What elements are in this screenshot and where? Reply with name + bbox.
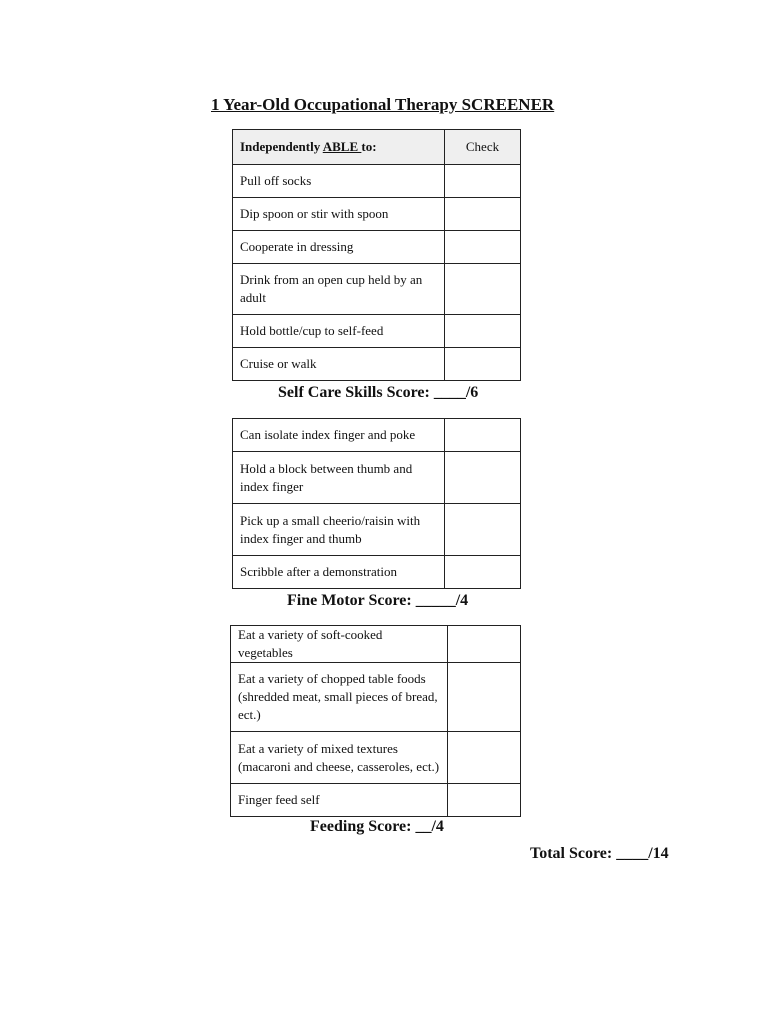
header-prefix: Independently [240, 139, 323, 154]
page-title: 1 Year-Old Occupational Therapy SCREENER [211, 95, 555, 114]
self-care-item: Dip spoon or stir with spoon [233, 198, 445, 231]
table-row [233, 231, 521, 264]
table-row [233, 504, 521, 556]
check-cell[interactable] [445, 419, 521, 452]
header-suffix: to: [361, 139, 377, 154]
table-row [233, 165, 521, 198]
table-row [231, 732, 521, 784]
header-able: ABLE [322, 139, 362, 154]
self-care-item-header [233, 130, 445, 165]
check-cell[interactable] [448, 732, 521, 784]
table-row [231, 784, 521, 817]
table-row [233, 264, 521, 315]
check-cell[interactable] [448, 784, 521, 817]
total-score: Total Score: ____/14 [530, 845, 669, 862]
check-cell[interactable] [445, 231, 521, 264]
table-row [233, 198, 521, 231]
check-cell[interactable] [445, 556, 521, 589]
feeding-score: Feeding Score: __/4 [310, 818, 444, 835]
check-column-header: Check [445, 130, 521, 165]
table-row [231, 663, 521, 732]
fine-motor-item: Hold a block between thumb and index finger [233, 452, 445, 504]
check-cell[interactable] [445, 165, 521, 198]
self-care-item: Pull off socks [233, 165, 445, 198]
self-care-item: Cooperate in dressing [233, 231, 445, 264]
table-row [233, 348, 521, 381]
check-cell[interactable] [448, 663, 521, 732]
self-care-item: Cruise or walk [233, 348, 445, 381]
fine-motor-item: Can isolate index finger and poke [233, 419, 445, 452]
table-row [233, 419, 521, 452]
check-cell[interactable] [445, 264, 521, 315]
feeding-item: Eat a variety of mixed textures (macaroni and cheese, casseroles, ect.) [231, 732, 448, 784]
check-cell[interactable] [448, 626, 521, 663]
feeding-item: Eat a variety of soft-cooked vegetables [231, 626, 448, 663]
fine-motor-item: Scribble after a demonstration [233, 556, 445, 589]
feeding-table [230, 625, 521, 817]
self-care-item: Drink from an open cup held by an adult [233, 264, 445, 315]
check-cell[interactable] [445, 452, 521, 504]
table-row [233, 556, 521, 589]
self-care-header-row [233, 130, 521, 165]
check-cell[interactable] [445, 198, 521, 231]
self-care-table [232, 129, 521, 381]
check-cell[interactable] [445, 348, 521, 381]
self-care-item: Hold bottle/cup to self-feed [233, 315, 445, 348]
fine-motor-item: Pick up a small cheerio/raisin with index finger and thumb [233, 504, 445, 556]
check-cell[interactable] [445, 315, 521, 348]
fine-motor-table [232, 418, 521, 589]
feeding-item: Finger feed self [231, 784, 448, 817]
fine-motor-score: Fine Motor Score: _____/4 [287, 592, 469, 609]
self-care-score: Self Care Skills Score: ____/6 [278, 384, 479, 401]
table-row [233, 452, 521, 504]
check-cell[interactable] [445, 504, 521, 556]
table-row [233, 315, 521, 348]
feeding-item: Eat a variety of chopped table foods (shredded meat, small pieces of bread, ect.) [231, 663, 448, 732]
table-row [231, 626, 521, 663]
